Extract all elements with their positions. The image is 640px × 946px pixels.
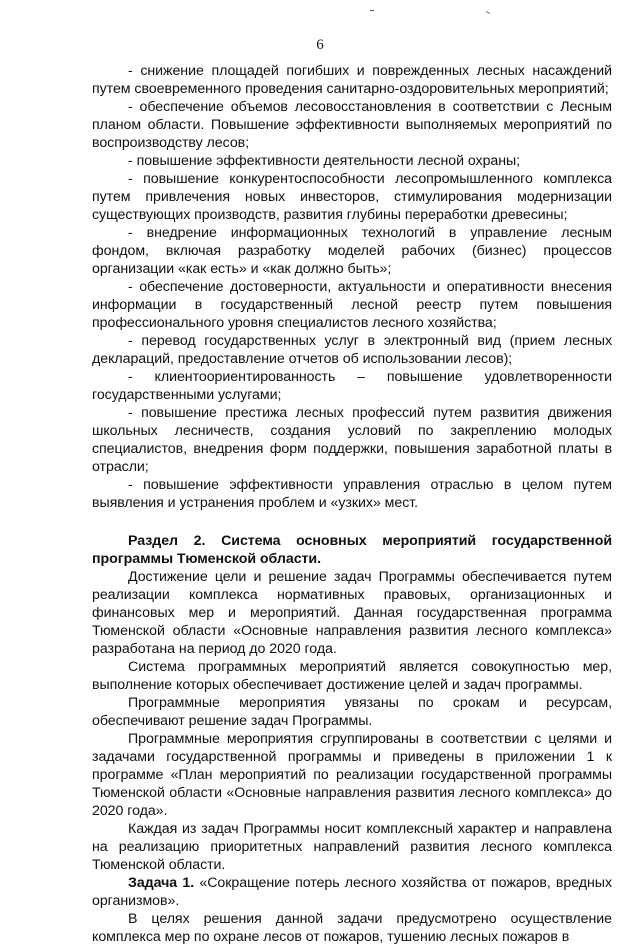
list-item: - обеспечение достоверности, актуальности и оперативности внесения информации в государственный лесной реестр путем повышения профессионального уровня специалистов лесного хозяйства;: [92, 279, 612, 331]
list-item: - повышение эффективности деятельности лесной охраны;: [128, 153, 521, 169]
paragraph: Каждая из задач Программы носит комплексный характер и направлена на реализацию приоритетных направлений развития лесного комплекса Тюменской области.: [92, 821, 612, 873]
list-item: - обеспечение объемов лесовосстановления в соответствии с Лесным планом области. Повышение эффективности выполняемых мероприятий по воспроизводству лесов;: [92, 99, 612, 151]
list-item: - повышение конкурентоспособности лесопромышленного комплекса путем привлечения новых инвесторов, стимулирования модернизации существующих производств, развития глубины переработки древесины;: [92, 171, 612, 223]
list-item: - внедрение информационных технологий в управление лесным фондом, включая разработку моделей рабочих (бизнес) процессов организации «как есть» и «как должно быть»;: [92, 225, 612, 277]
task-text: «Сокращение потерь лесного хозяйства от пожаров, вредных организмов».: [92, 875, 612, 909]
paragraph: В целях решения данной задачи предусмотрено осуществление комплекса мер по охране лесов от пожаров, тушению лесных пожаров в: [92, 911, 612, 945]
list-item: - повышение престижа лесных профессий путем развития движения школьных лесничеств, создания условий по закреплению молодых специалистов, внедрения форм поддержки, повышения заработной платы в отрасли;: [92, 405, 612, 475]
document-body: [92, 62, 612, 946]
list-item: - перевод государственных услуг в электронный вид (прием лесных деклараций, предоставление отчетов об использовании лесов);: [92, 333, 612, 367]
scan-mark: [486, 11, 490, 14]
task-label: Задача 1.: [128, 875, 195, 891]
section-heading: Раздел 2. Система основных мероприятий государственной программы Тюменской области.: [92, 533, 612, 567]
list-item: - повышение эффективности управления отраслью в целом путем выявления и устранения проблем и «узких» мест.: [92, 477, 612, 511]
paragraph: Программные мероприятия увязаны по срокам и ресурсам, обеспечивают решение задач Программы.: [92, 695, 612, 729]
list-item: - снижение площадей погибших и поврежденных лесных насаждений путем своевременного проведения санитарно-оздоровительных мероприятий;: [92, 63, 612, 97]
scan-mark: [370, 10, 374, 11]
list-item: - клиентоориентированность – повышение удовлетворенности государственными услугами;: [92, 369, 612, 403]
page-number: 6: [316, 37, 324, 53]
paragraph: Программные мероприятия сгруппированы в соответствии с целями и задачами государственной программы и приведены в приложении 1 к программе «План мероприятий по реализации государственной программы Тюменской области «Основные направления развития лесного комплекса» до 2020 года».: [92, 731, 612, 819]
paragraph: Система программных мероприятий является совокупностью мер, выполнение которых обеспечивает достижение целей и задач программы.: [92, 659, 612, 693]
paragraph: Достижение цели и решение задач Программы обеспечивается путем реализации комплекса нормативных правовых, организационных и финансовых мер и мероприятий. Данная государственная программа Тюменской области «Основные направления развития лесного комплекса» разработана на период до 2020 года.: [92, 569, 612, 657]
